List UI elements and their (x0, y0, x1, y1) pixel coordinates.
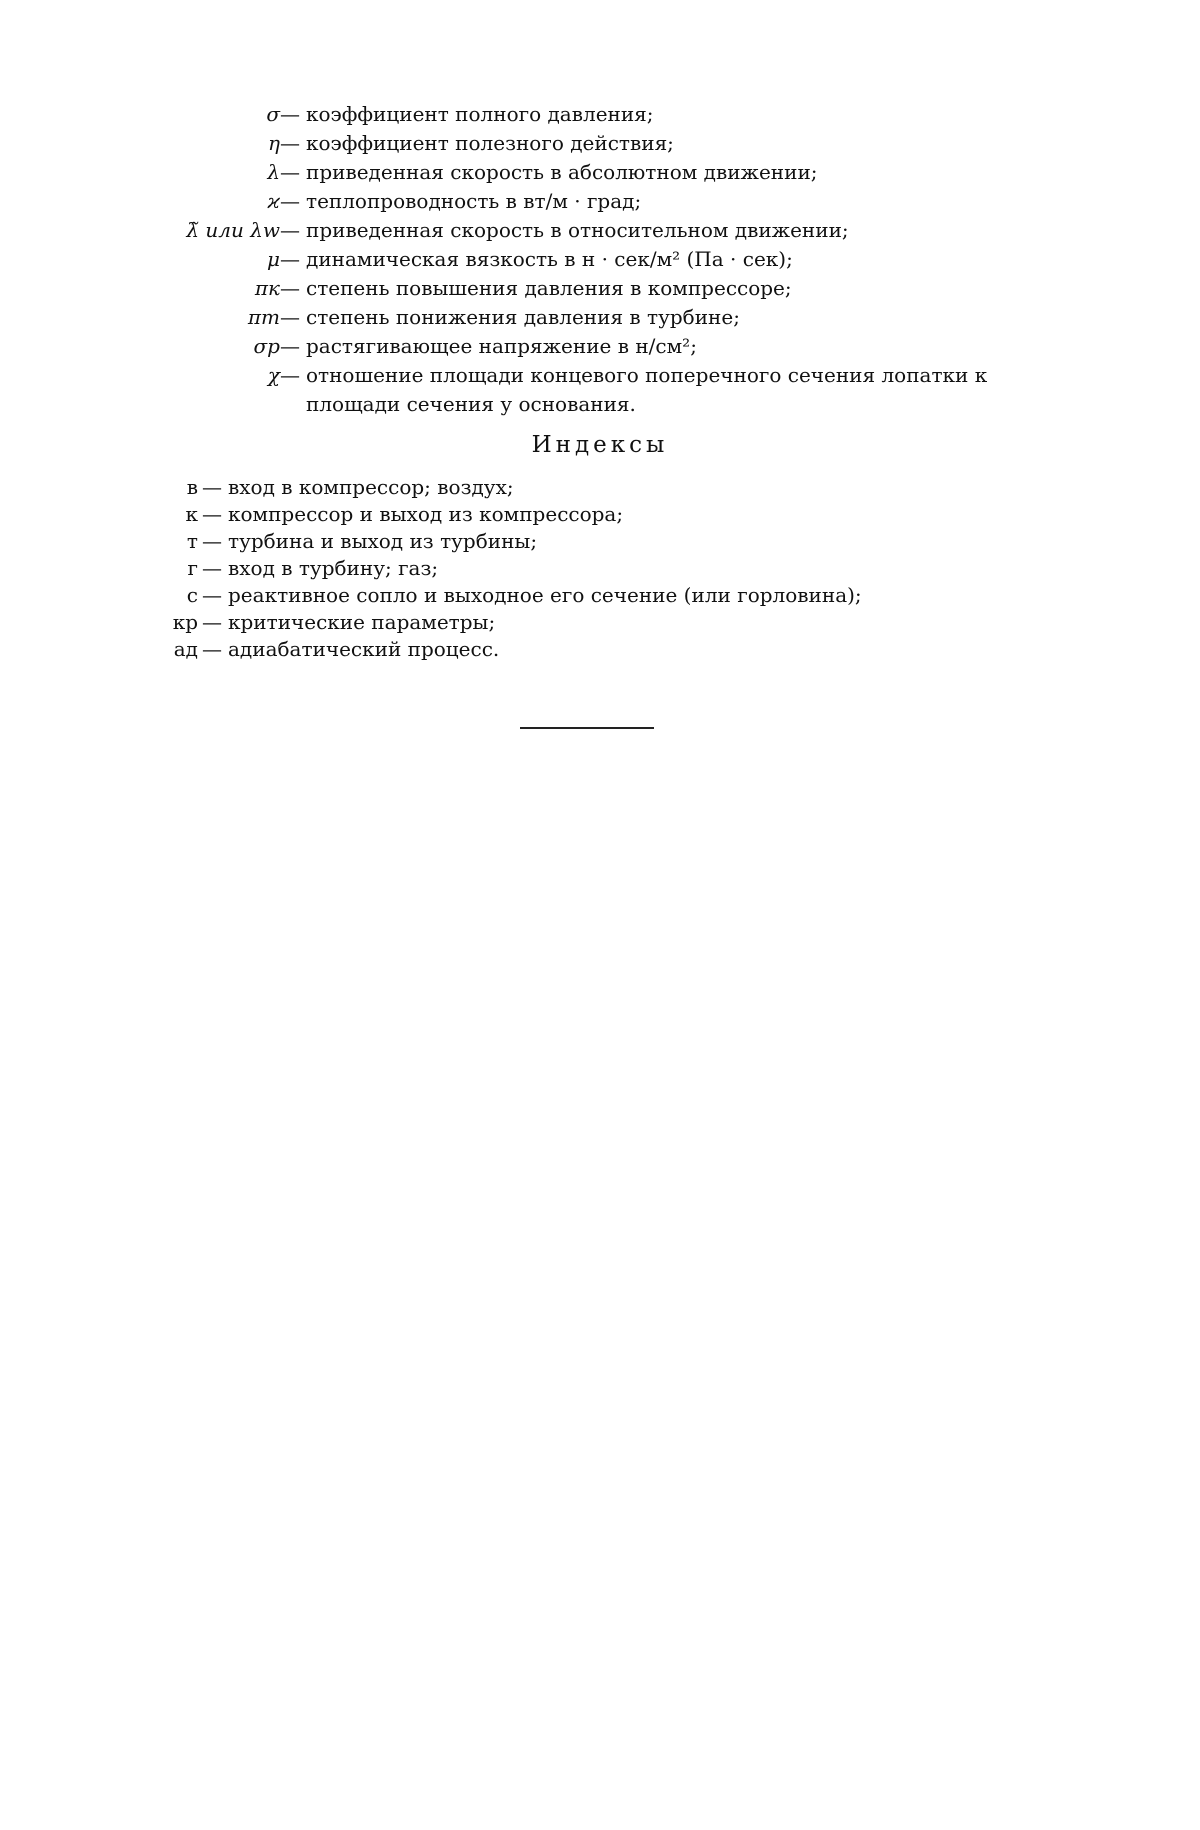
index-description: турбина и выход из турбины; (228, 529, 538, 553)
indices-list (0, 474, 1200, 663)
index-entry (0, 501, 1200, 528)
symbol: πт (247, 305, 280, 329)
symbol-description: степень понижения давления в турбине; (306, 305, 740, 329)
symbol: χ (267, 363, 280, 387)
symbol: λ̃ или λw (186, 218, 280, 242)
dash: — (202, 556, 222, 580)
symbol-description: степень повышения давления в компрессоре; (306, 276, 792, 300)
dash: — (280, 131, 300, 155)
index-entry (0, 636, 1200, 663)
index-key: с (186, 583, 198, 607)
dash: — (280, 334, 300, 358)
symbol-entry (0, 303, 1200, 332)
symbol: λ (267, 160, 280, 184)
dash: — (280, 305, 300, 329)
index-key: в (186, 475, 198, 499)
index-key: г (187, 556, 198, 580)
symbol-description: приведенная скорость в относительном движении; (306, 218, 849, 242)
symbol-description: коэффициент полезного действия; (306, 131, 674, 155)
dash: — (202, 583, 222, 607)
index-description: адиабатический процесс. (228, 637, 500, 661)
indices-heading: Индексы (531, 432, 669, 458)
symbol-entry (0, 245, 1200, 274)
index-entry (0, 609, 1200, 636)
symbol-entry (0, 100, 1200, 129)
symbol-description: отношение площади концевого поперечного сечения лопатки к площади сечения у основания. (306, 363, 988, 416)
index-description: реактивное сопло и выходное его сечение (или горловина); (228, 583, 862, 607)
index-key: ад (173, 637, 198, 661)
dash: — (202, 610, 222, 634)
symbol-description: приведенная скорость в абсолютном движении; (306, 160, 818, 184)
index-entry (0, 582, 1200, 609)
dash: — (280, 189, 300, 213)
symbol: σ (266, 102, 280, 126)
index-entry (0, 555, 1200, 582)
end-rule (520, 727, 654, 729)
dash: — (202, 502, 222, 526)
index-description: критические параметры; (228, 610, 496, 634)
symbol-entry (0, 216, 1200, 245)
index-key: к (185, 502, 198, 526)
symbols-list (0, 100, 1200, 419)
symbol-entry (0, 158, 1200, 187)
index-key: кр (172, 610, 198, 634)
index-description: вход в компрессор; воздух; (228, 475, 514, 499)
dash: — (202, 637, 222, 661)
symbol-entry (0, 332, 1200, 361)
symbol: ϰ (267, 189, 280, 213)
index-entry (0, 474, 1200, 501)
dash: — (202, 475, 222, 499)
dash: — (280, 276, 300, 300)
symbol-entry (0, 187, 1200, 216)
dash: — (280, 363, 300, 387)
symbol: πк (254, 276, 280, 300)
dash: — (202, 529, 222, 553)
symbol: σр (253, 334, 280, 358)
index-description: вход в турбину; газ; (228, 556, 439, 580)
symbol-description: теплопроводность в вт/м · град; (306, 189, 642, 213)
index-description: компрессор и выход из компрессора; (228, 502, 624, 526)
dash: — (280, 160, 300, 184)
symbol-description: динамическая вязкость в н · сек/м² (Па · сек); (306, 247, 793, 271)
symbol: η (268, 131, 280, 155)
index-entry (0, 528, 1200, 555)
index-key: т (186, 529, 198, 553)
dash: — (280, 218, 300, 242)
symbol-description: растягивающее напряжение в н/см²; (306, 334, 697, 358)
dash: — (280, 247, 300, 271)
symbol-description: коэффициент полного давления; (306, 102, 654, 126)
dash: — (280, 102, 300, 126)
symbol-entry (0, 274, 1200, 303)
symbol-entry (0, 129, 1200, 158)
symbol-entry (0, 361, 1200, 419)
symbol: μ (267, 247, 280, 271)
